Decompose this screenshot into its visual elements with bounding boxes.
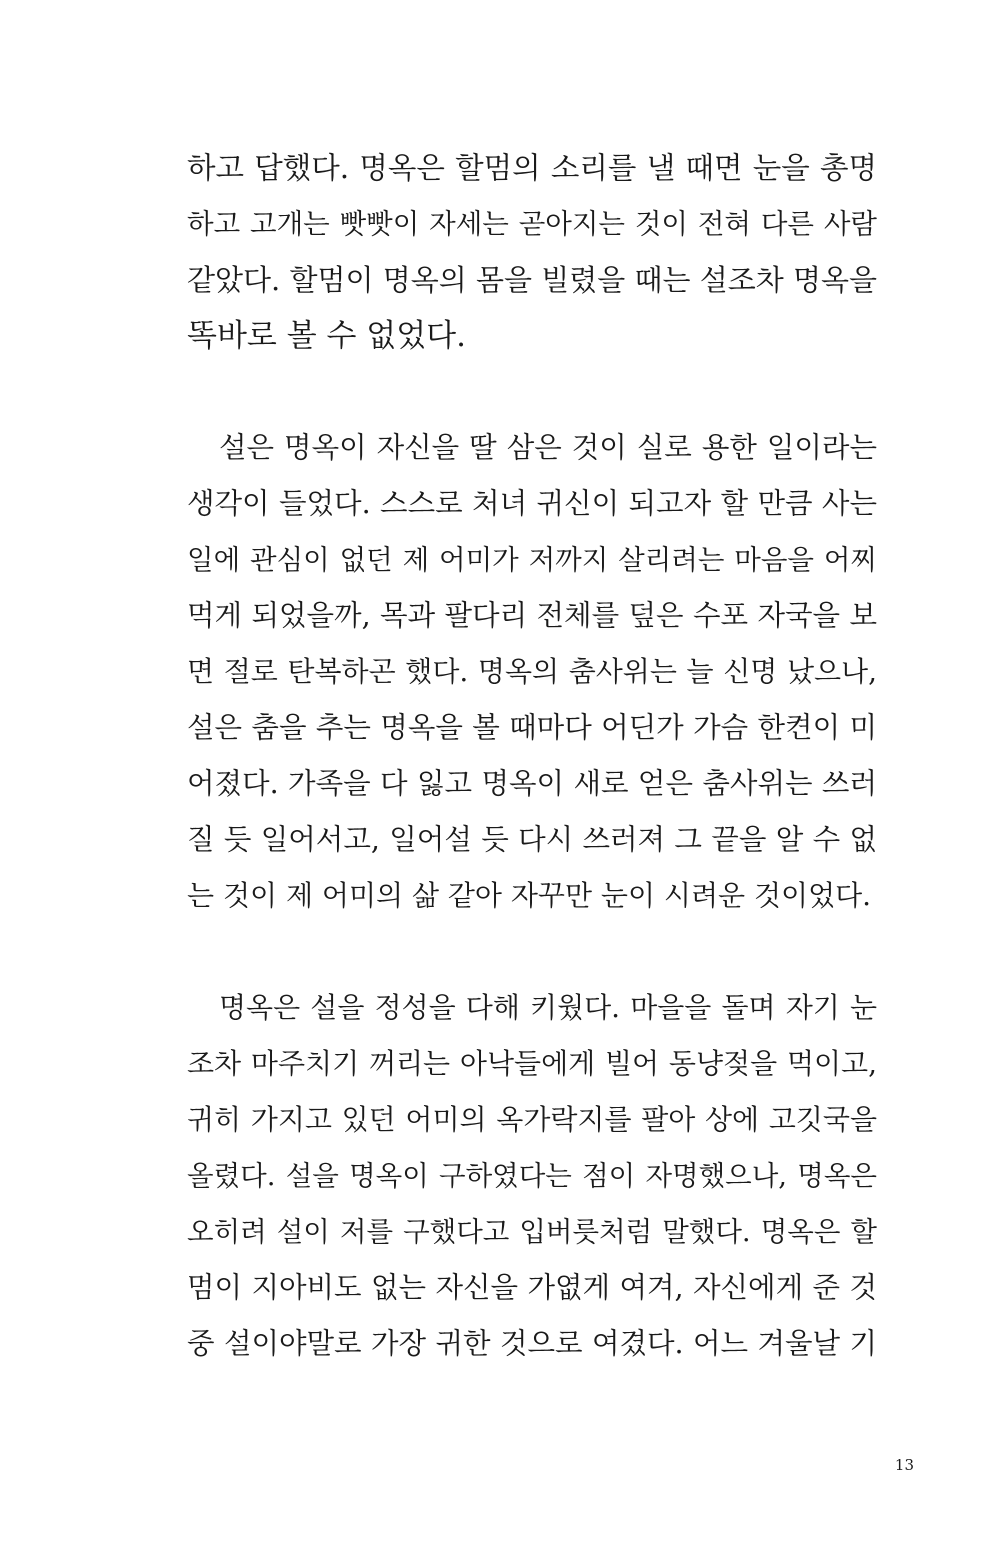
paragraph-line: 멈이 지아비도 없는 자신을 가엾게 여겨, 자신에게 준 것 [187,1271,877,1304]
body-text [187,140,877,1372]
page-number: 13 [894,1456,914,1474]
paragraph-line: 같았다. 할멈이 명옥의 몸을 빌렸을 때는 설조차 명옥을 [187,263,878,297]
paragraph-line: 조차 마주치기 꺼리는 아낙들에게 빌어 동냥젖을 먹이고, [187,1047,877,1080]
paragraph-line: 하고 고개는 빳빳이 자세는 곧아지는 것이 전혀 다른 사람 [187,208,877,240]
paragraph-line: 하고 답했다. 명옥은 할멈의 소리를 낼 때면 눈을 총명 [187,151,877,185]
paragraph-line: 설은 춤을 추는 명옥을 볼 때마다 어딘가 가슴 한켠이 미 [187,711,877,744]
paragraph-line: 어졌다. 가족을 다 잃고 명옥이 새로 얻은 춤사위는 쓰러 [187,767,877,800]
paragraph-line: 질 듯 일어서고, 일어설 듯 다시 쓰러져 그 끝을 알 수 없 [187,823,877,856]
paragraph-line: 중 설이야말로 가장 귀한 것으로 여겼다. 어느 겨울날 기 [187,1327,877,1360]
paragraph-gap [187,364,877,420]
paragraph-line: 일에 관심이 없던 제 어미가 저까지 살리려는 마음을 어찌 [187,544,877,576]
paragraph-line: 오히려 설이 저를 구했다고 입버릇처럼 말했다. 명옥은 할 [187,1216,877,1248]
paragraph-gap [187,924,877,980]
paragraph-line: 먹게 되었을까, 목과 팔다리 전체를 덮은 수포 자국을 보 [187,599,877,632]
paragraph-line: 올렸다. 설을 명옥이 구하였다는 점이 자명했으나, 명옥은 [187,1160,877,1192]
paragraph-line: 는 것이 제 어미의 삶 같아 자꾸만 눈이 시려운 것이었다. [187,879,872,912]
paragraph-line: 똑바로 볼 수 없었다. [187,318,466,354]
paragraph-line: 명옥은 설을 정성을 다해 키웠다. 마을을 돌며 자기 눈 [219,991,877,1024]
paragraph-line: 귀히 가지고 있던 어미의 옥가락지를 팔아 상에 고깃국을 [187,1103,877,1136]
paragraph-line: 생각이 들었다. 스스로 처녀 귀신이 되고자 할 만큼 사는 [187,487,877,520]
paragraph-line: 면 절로 탄복하곤 했다. 명옥의 춤사위는 늘 신명 났으나, [187,655,877,688]
paragraph-line: 설은 명옥이 자신을 딸 삼은 것이 실로 용한 일이라는 [219,431,877,464]
